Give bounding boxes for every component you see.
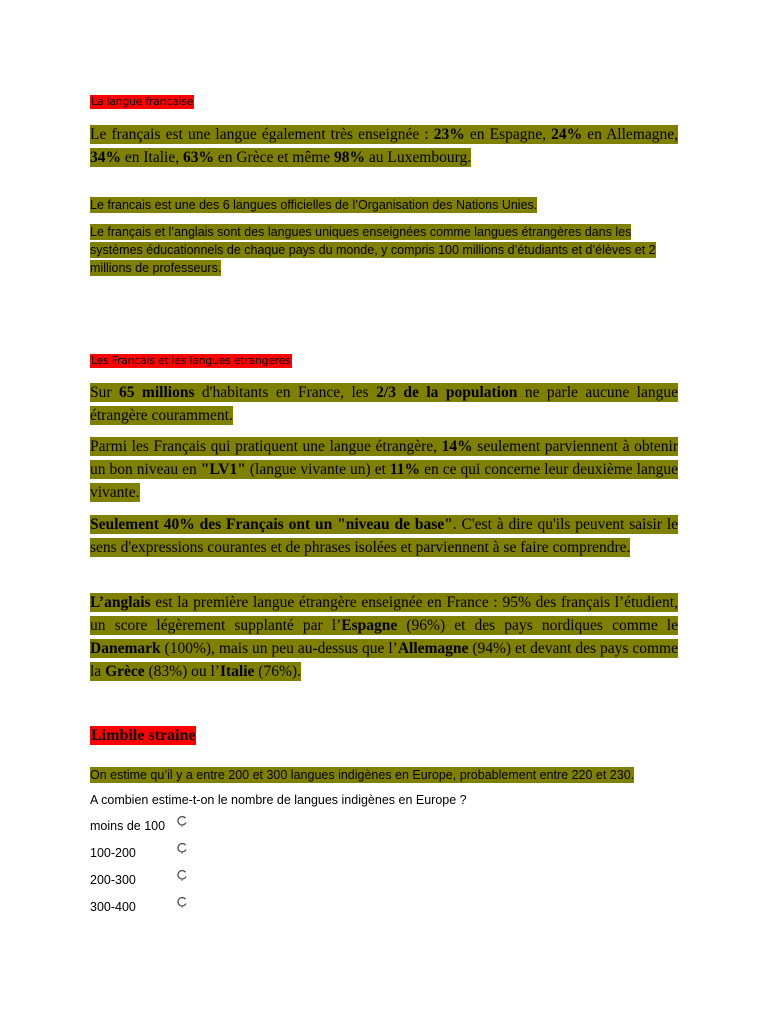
- quiz-question: A combien estime-t-on le nombre de langues indigènes en Europe ?: [90, 793, 467, 807]
- section-heading-langues-etrangeres: Les Francais et les langues etrangeres: [91, 354, 291, 367]
- text-run: en ce qui concerne leur deuxième langue vivante.: [90, 461, 678, 501]
- text-run: (94%) et devant des pays comme la: [90, 640, 678, 680]
- highlighted-text: Le francais est une des 6 langues officielles de l’Organisation des Nations Unies.: [90, 198, 538, 212]
- bold-text-run: Seulement 40% des Français ont un "niveau de base": [90, 516, 453, 533]
- document-page: [90, 0, 680, 1024]
- bold-text-run: "LV1": [200, 461, 246, 478]
- option-label: moins de 100: [90, 819, 166, 833]
- radio-button-icon[interactable]: [176, 869, 188, 881]
- bold-text-run: Danemark: [90, 640, 161, 657]
- bold-text-run: 65 millions: [118, 384, 195, 401]
- highlighted-text: Le français et l’anglais sont des langues uniques enseignées comme langues étrangères dans les systèmes éducationnels de chaque pays du monde, y compris 100 millions d’étudiants et d’élèves et 2 millions de professeurs.: [90, 225, 656, 275]
- option-label: 100-200: [90, 846, 136, 860]
- bold-text-run: Grèce: [105, 663, 145, 680]
- text-run: en Allemagne,: [582, 126, 678, 143]
- paragraph-niveau-de-base: [90, 513, 678, 559]
- bold-text-run: L’anglais: [90, 594, 151, 611]
- paragraph-francais-anglais: [90, 223, 660, 277]
- highlighted-text: On estime qu’il y a entre 200 et 300 langues indigènes en Europe, probablement entre 220 et 230.: [90, 768, 635, 782]
- bold-text-run: 2/3 de la population: [376, 384, 518, 401]
- bold-text-run: Espagne: [341, 617, 398, 634]
- highlighted-text: [90, 383, 678, 425]
- quiz-option-moins-de-100[interactable]: [90, 818, 210, 836]
- option-label: 300-400: [90, 900, 136, 914]
- quiz-option-200-300[interactable]: [90, 872, 210, 890]
- quiz-option-100-200[interactable]: [90, 845, 210, 863]
- section-heading-langue-francaise: La langue francaise: [91, 95, 194, 108]
- paragraph-langues-indigenes: [90, 766, 678, 784]
- paragraph-onu: [90, 196, 678, 214]
- bold-text-run: 23%: [433, 126, 465, 143]
- bold-text-run: 24%: [551, 126, 583, 143]
- text-run: au Luxembourg.: [365, 149, 472, 166]
- text-run: seulement parviennent à obtenir un bon niveau en: [90, 438, 678, 478]
- text-run: Parmi les Français qui pratiquent une langue étrangère,: [90, 438, 442, 455]
- text-run: Sur: [90, 384, 119, 401]
- radio-button-icon[interactable]: [176, 815, 188, 827]
- highlighted-text: [90, 515, 678, 557]
- paragraph-65-millions: [90, 381, 678, 427]
- text-run: en Espagne,: [464, 126, 552, 143]
- text-run: (langue vivante un) et: [245, 461, 390, 478]
- text-run: d'habitants en France, les: [194, 384, 377, 401]
- bold-text-run: 34%: [90, 149, 121, 166]
- text-run: (83%) ou l’: [144, 663, 220, 680]
- section-heading-limbile-straine: Limbile straine: [91, 727, 196, 744]
- highlighted-text: [90, 125, 678, 167]
- highlighted-text: [90, 437, 678, 502]
- radio-button-icon[interactable]: [176, 842, 188, 854]
- bold-text-run: 98%: [334, 149, 366, 166]
- radio-button-icon[interactable]: [176, 896, 188, 908]
- text-run: ne parle aucune langue étrangère couramment.: [90, 384, 678, 424]
- text-run: est la première langue étrangère enseignée en France : 95% des français l’étudient, un score légèrement supplanté par l’: [90, 594, 678, 634]
- highlighted-text: [90, 593, 678, 681]
- text-run: (96%) et des pays nordiques comme le: [397, 617, 678, 634]
- paragraph-anglais: [90, 591, 678, 683]
- text-run: (76%).: [254, 663, 301, 680]
- bold-text-run: Italie: [219, 663, 255, 680]
- text-run: en Grèce et même: [213, 149, 335, 166]
- bold-text-run: 14%: [441, 438, 473, 455]
- text-run: en Italie,: [121, 149, 183, 166]
- option-label: 200-300: [90, 873, 136, 887]
- paragraph-lv1: [90, 435, 678, 504]
- text-run: Le français est une langue également très enseignée :: [90, 126, 434, 143]
- paragraph-enseignement-stats: [90, 123, 678, 169]
- bold-text-run: Allemagne: [397, 640, 469, 657]
- bold-text-run: 11%: [389, 461, 421, 478]
- text-run: (100%), mais un peu au-dessus que l’: [160, 640, 398, 657]
- quiz-option-300-400[interactable]: [90, 899, 210, 917]
- bold-text-run: 63%: [182, 149, 214, 166]
- text-run: . C'est à dire qu'ils peuvent saisir le sens d'expressions courantes et de phrases isolées et parviennent à se faire comprendre.: [90, 516, 679, 556]
